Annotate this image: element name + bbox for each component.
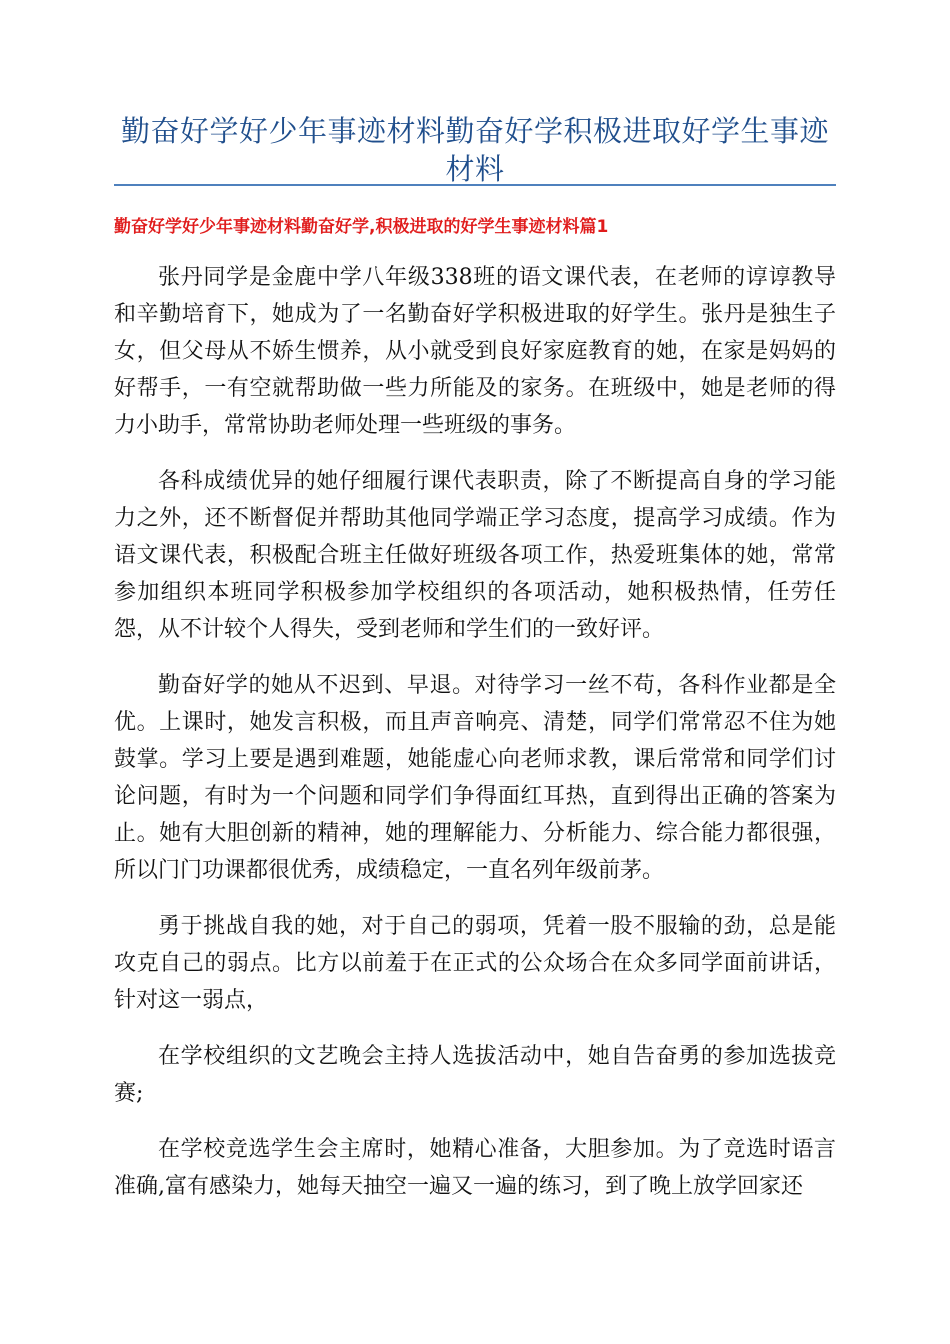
- paragraph-5: 在学校组织的文艺晚会主持人选拔活动中，她自告奋勇的参加选拔竞赛;: [114, 1044, 836, 1106]
- document-title: 勤奋好学好少年事迹材料勤奋好学积极进取好学生事迹材料: [120, 114, 829, 186]
- paragraph-1: 张丹同学是金鹿中学八年级338班的语文课代表，在老师的谆谆教导和辛勤培育下，她成为了一名勤奋好学积极进取的好学生。张丹是独生子女，但父母从不娇生惯养，从小就受到良好家庭教育的她，在家是妈妈的好帮手，一有空就帮助做一些力所能及的家务。在班级中，她是老师的得力小助手，常常协助老师处理一些班级的事务。: [114, 265, 836, 438]
- section-heading: 勤奋好学好少年事迹材料勤奋好学,积极进取的好学生事迹材料篇1: [114, 217, 609, 237]
- paragraph-2: 各科成绩优异的她仔细履行课代表职责，除了不断提高自身的学习能力之外，还不断督促并帮助其他同学端正学习态度，提高学习成绩。作为语文课代表，积极配合班主任做好班级各项工作，热爱班集体的她，常常参加组织本班同学积极参加学校组织的各项活动，她积极热情，任劳任怨，从不计较个人得失，受到老师和学生们的一致好评。: [114, 469, 836, 642]
- paragraph-6: 在学校竞选学生会主席时，她精心准备，大胆参加。为了竞选时语言准确,富有感染力，她每天抽空一遍又一遍的练习，到了晚上放学回家还: [114, 1137, 836, 1199]
- paragraph-3: 勤奋好学的她从不迟到、早退。对待学习一丝不苟，各科作业都是全优。上课时，她发言积极，而且声音响亮、清楚，同学们常常忍不住为她鼓掌。学习上要是遇到难题，她能虚心向老师求教，课后常常和同学们讨论问题，有时为一个问题和同学们争得面红耳热，直到得出正确的答案为止。她有大胆创新的精神，她的理解能力、分析能力、综合能力都很强，所以门门功课都很优秀，成绩稳定，一直名列年级前茅。: [114, 673, 836, 883]
- body-text: [114, 259, 836, 1224]
- paragraph-4: 勇于挑战自我的她，对于自己的弱项，凭着一股不服输的劲，总是能攻克自己的弱点。比方以前羞于在正式的公众场合在众多同学面前讲话，针对这一弱点，: [114, 914, 836, 1013]
- title-underline-rule: [114, 184, 836, 186]
